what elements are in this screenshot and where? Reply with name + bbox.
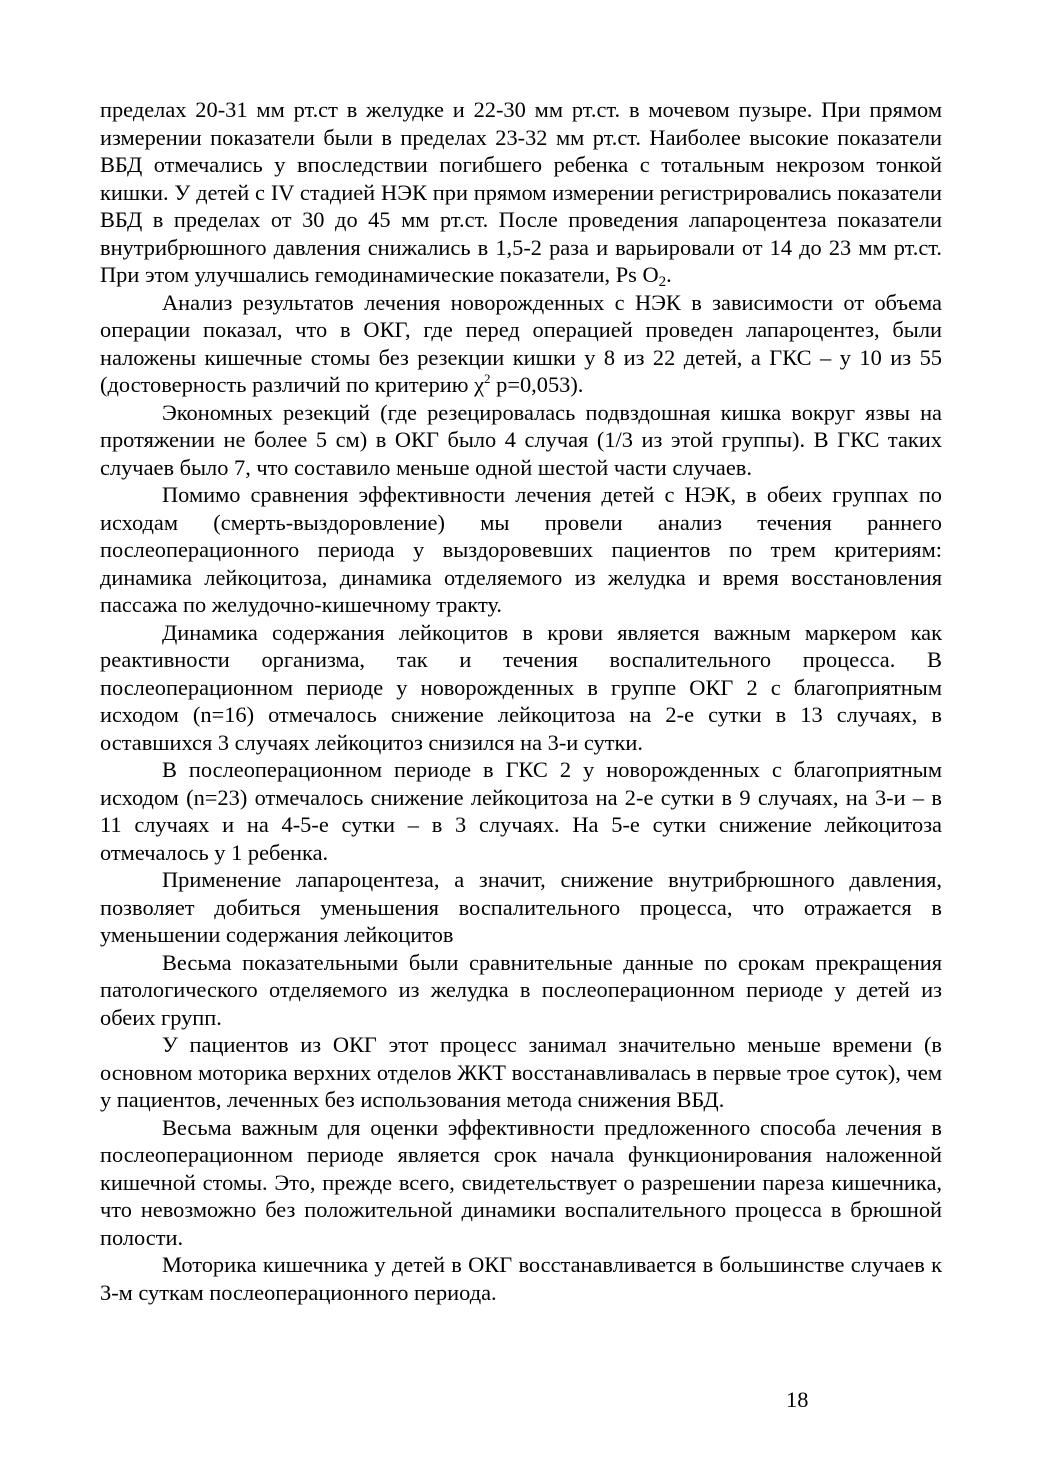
- document-page: [100, 96, 942, 1306]
- chi-square-superscript: 2: [484, 371, 491, 386]
- paragraph-6: В послеоперационном периоде в ГКС 2 у новорожденных с благоприятным исходом (n=23) отмечалось снижение лейкоцитоза на 2-е сутки в 9 случаях, на 3-и – в 11 случаях и на 4-5-е сутки – в 3 случаях. На 5-е сутки снижение лейкоцитоза отмечалось у 1 ребенка.: [100, 757, 942, 865]
- paragraph-9: У пациентов из ОКГ этот процесс занимал значительно меньше времени (в основном моторика верхних отделов ЖКТ восстанавливалась в первые трое суток), чем у пациентов, леченных без использования метода снижения ВБД.: [100, 1032, 942, 1112]
- paragraph-11: Моторика кишечника у детей в ОКГ восстанавливается в большинстве случаев к 3-м суткам послеоперационного периода.: [100, 1252, 942, 1305]
- paragraph-4: Помимо сравнения эффективности лечения детей с НЭК, в обеих группах по исходам (смерть-выздоровление) мы провели анализ течения раннего послеоперационного периода у выздоровевших пациентов по трем критериям: динамика лейкоцитоза, динамика отделяемого из желудка и время восстановления пассажа по желудочно-кишечному тракту.: [100, 482, 942, 617]
- paragraph-2-text: Анализ результатов лечения новорожденных с НЭК в зависимости от объема операции показал, что в ОКГ, где перед операцией проведен лапароцентез, были наложены кишечные стомы без резекции кишки у 8 из 22 детей, а ГКС – у 10 из 55 (достоверность различий по критерию χ: [100, 289, 942, 397]
- paragraph-5: Динамика содержания лейкоцитов в крови является важным маркером как реактивности организма, так и течения воспалительного процесса. В послеоперационном периоде у новорожденных в группе ОКГ 2 с благоприятным исходом (n=16) отмечалось снижение лейкоцитоза на 2-е сутки в 13 случаях, в оставшихся 3 случаях лейкоцитоз снизился на 3-и сутки.: [100, 619, 942, 755]
- paragraph-1-tail: .: [666, 262, 672, 287]
- paragraph-2-tail: p=0,053).: [490, 372, 584, 397]
- paragraph-2: [100, 289, 942, 399]
- paragraph-10: Весьма важным для оценки эффективности предложенного способа лечения в послеоперационном периоде является срок начала функционирования наложенной кишечной стомы. Это, прежде всего, свидетельствует о разрешении пареза кишечника, что невозможно без положительной динамики воспалительного процесса в брюшной полости.: [100, 1114, 942, 1250]
- paragraph-8: Весьма показательными были сравнительные данные по срокам прекращения патологического отделяемого из желудка в послеоперационном периоде у детей из обеих групп.: [100, 949, 942, 1030]
- paragraph-3: Экономных резекций (где резецировалась подвздошная кишка вокруг язвы на протяжении не более 5 см) в ОКГ было 4 случая (1/3 из этой группы). В ГКС таких случаев было 7, что составило меньше одной шестой части случаев.: [100, 399, 942, 480]
- oxygen-subscript: 2: [658, 274, 667, 290]
- paragraph-1-text: пределах 20-31 мм рт.ст в желудке и 22-30 мм рт.ст. в мочевом пузыре. При прямом измерении показатели были в пределах 23-32 мм рт.ст. Наиболее высокие показатели ВБД отмечались у впоследствии погибшего ребенка с тотальным некрозом тонкой кишки. У детей с IV стадией НЭК при прямом измерении регистрировались показатели ВБД в пределах от 30 до 45 мм рт.ст. После проведения лапароцентеза показатели внутрибрюшного давления снижались в 1,5-2 раза и варьировали от 14 до 23 мм рт.ст. При этом улучшались гемодинамические показатели, Ps O: [100, 97, 942, 287]
- paragraph-7: Применение лапароцентеза, а значит, снижение внутрибрюшного давления, позволяет добиться уменьшения воспалительного процесса, что отражается в уменьшении содержания лейкоцитов: [100, 867, 942, 947]
- paragraph-1: [100, 96, 942, 289]
- page-number: 18: [786, 1387, 809, 1412]
